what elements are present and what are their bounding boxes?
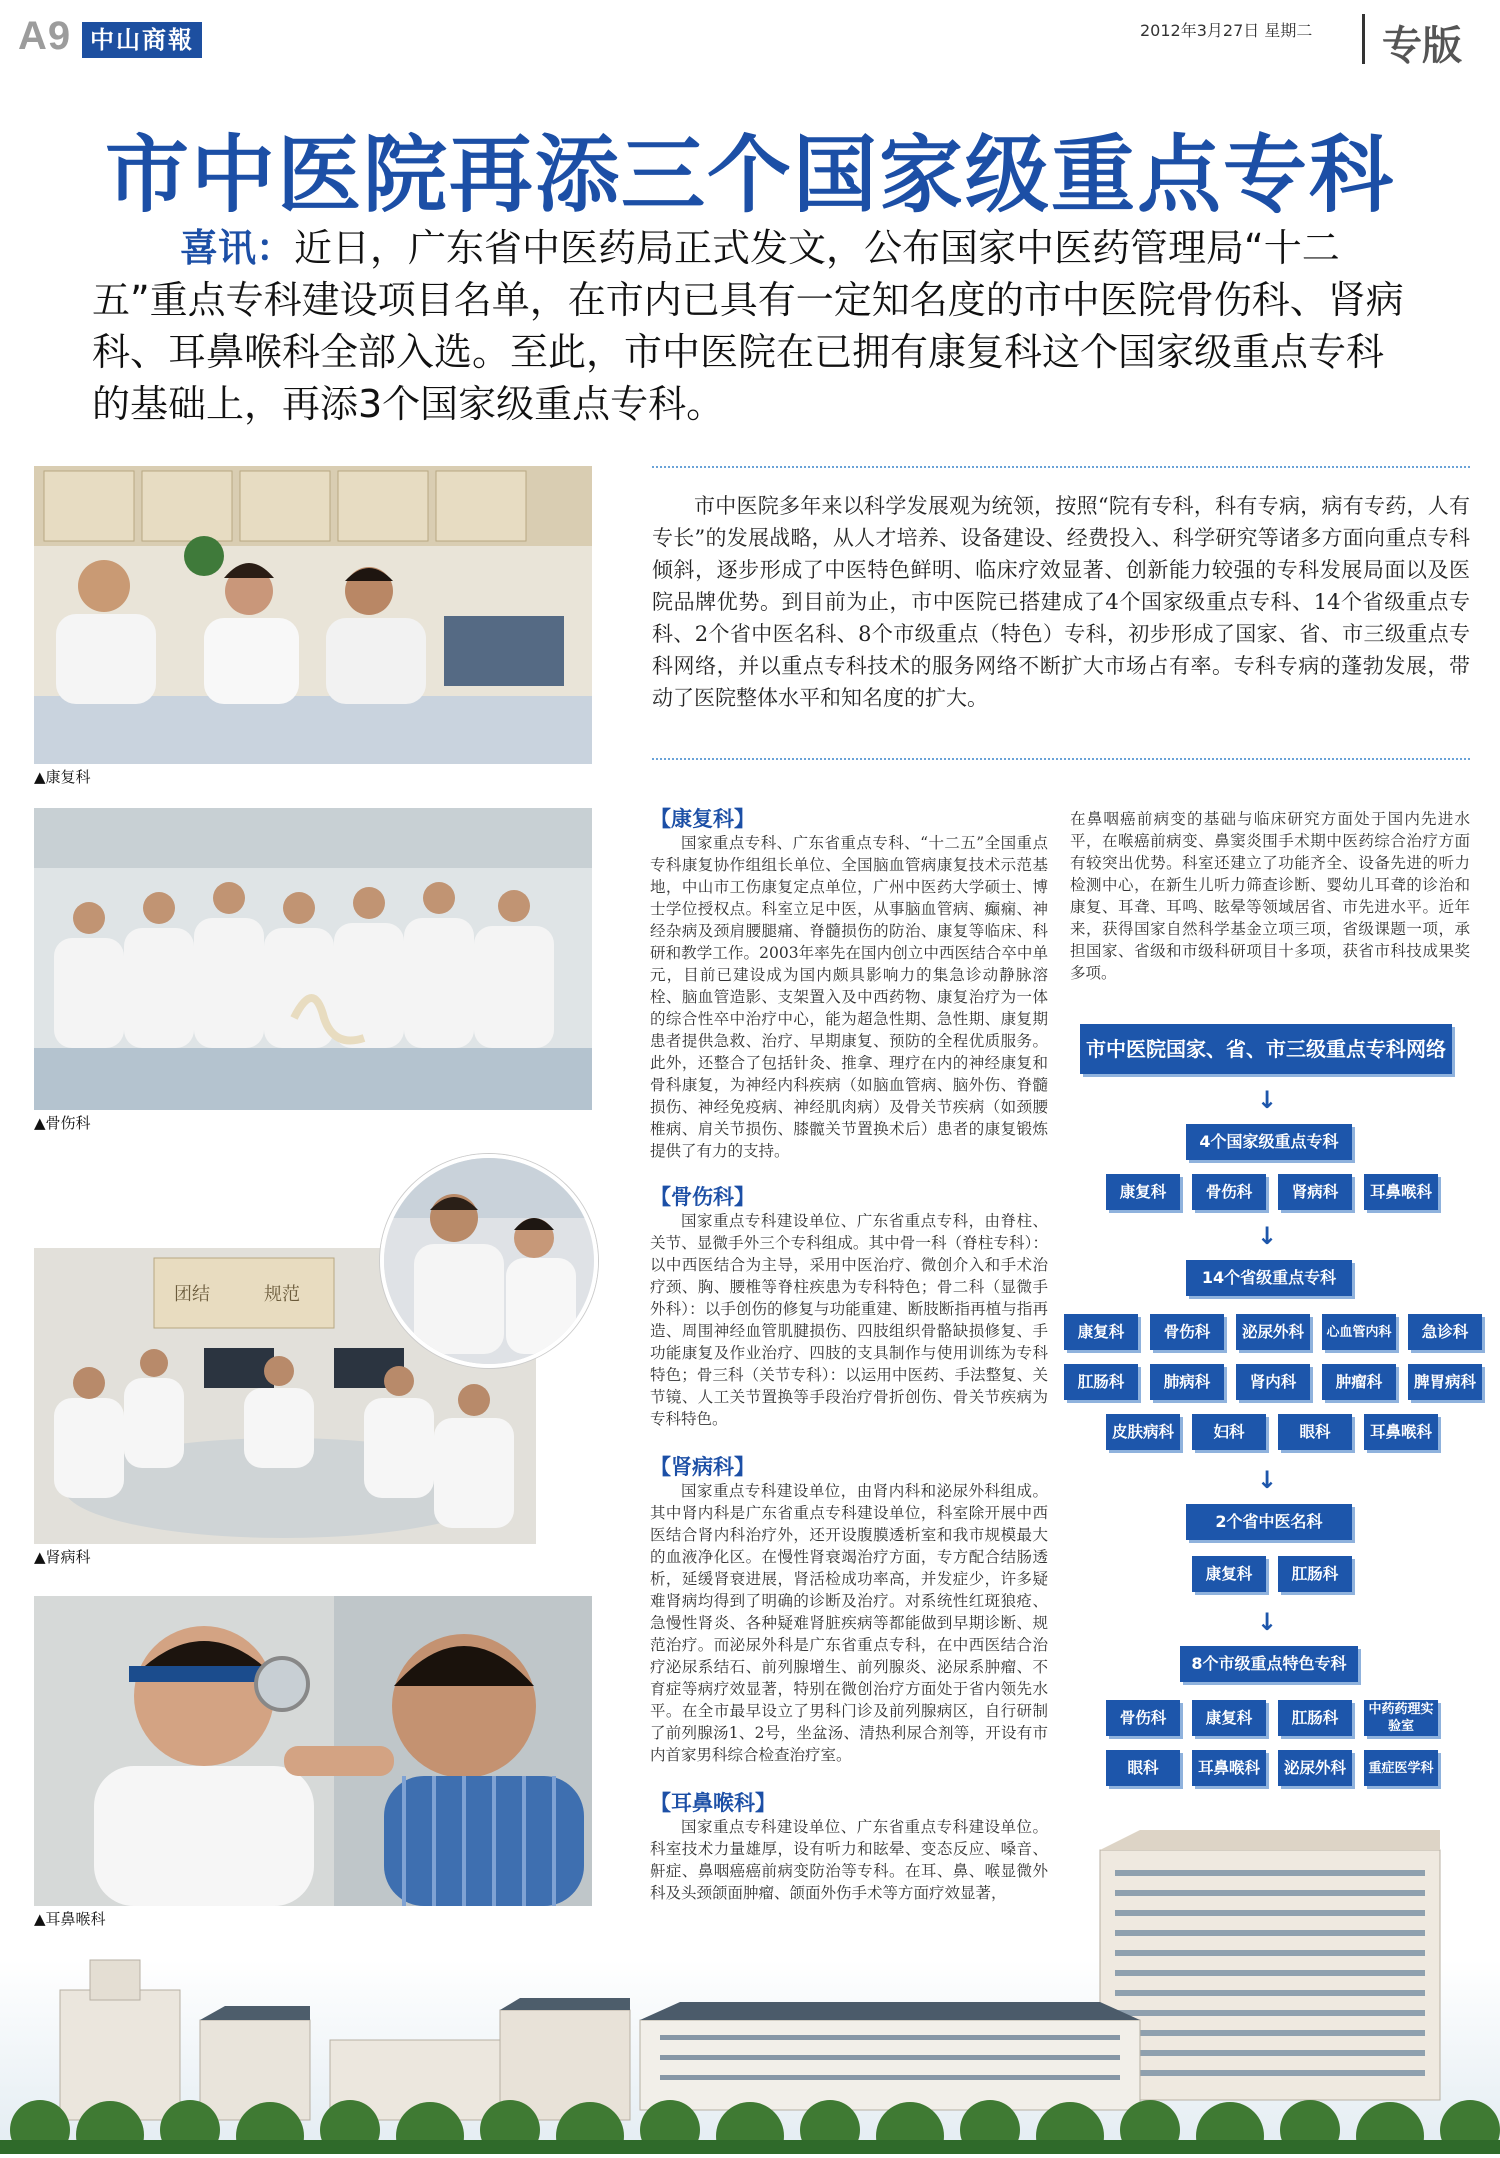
provincial-item-6: 肛肠科 [1064, 1364, 1138, 1400]
provincial-item-1: 康复科 [1064, 1314, 1138, 1350]
provincial-item-10: 脾胃病科 [1408, 1364, 1482, 1400]
provincial-item-8: 肾内科 [1236, 1364, 1310, 1400]
section-title-nephrology: 【肾病科】 [650, 1455, 755, 1479]
provincial-level-label: 14个省级重点专科 [1186, 1260, 1352, 1296]
caption-nephrology: ▲肾病科 [34, 1548, 91, 1566]
svg-text:规范: 规范 [264, 1284, 300, 1305]
svg-text:团结: 团结 [174, 1284, 210, 1305]
lead-text: 近日，广东省中医药局正式发文，公布国家中医药管理局“十二五”重点专科建设项目名单，在市内已具有一定知名度的市中医院骨伤科、肾病科、耳鼻喉科全部入选。至此，市中医院在已拥有康复科这个国家级重点专科的基础上，再添3个国家级重点专科。 [92, 226, 1404, 426]
photo-orthopedics-department [34, 808, 592, 1110]
city-item-3: 肛肠科 [1278, 1700, 1352, 1736]
provincial-item-5: 急诊科 [1408, 1314, 1482, 1350]
section-text-ent: 国家重点专科建设单位、广东省重点专科建设单位。科室技术力量雄厚，设有听力和眩晕、变态反应、嗓音、鼾症、鼻咽癌癌前病变防治等专科。在耳、鼻、喉显微外科及头颈颌面肿瘤、颌面外伤手术等方面疗效显著， [650, 1818, 1048, 1902]
national-item-nephro: 肾病科 [1278, 1174, 1352, 1210]
provincial-item-12: 妇科 [1192, 1414, 1266, 1450]
section-nephrology [650, 1456, 1048, 1766]
intro-rule-top [652, 466, 1470, 468]
section-text-rehab: 国家重点专科、广东省重点专科、“十二五”全国重点专科康复协作组组长单位、全国脑血管病康复技术示范基地，中山市工伤康复定点单位，广州中医药大学硕士、博士学位授权点。科室立足中医，从事脑血管病、癫痫、神经杂病及颈肩腰腿痛、脊髓损伤的防治、康复等临床、科研和教学工作。2003年率先在国内创立中西医结合卒中单元，目前已建设成为国内颇具影响力的集急诊动静脉溶栓、脑血管造影、支架置入及中西药物、康复治疗为一体的综合性卒中治疗中心，能为超急性期、急性期、康复期患者提供急救、治疗、早期康复、预防的全程优质服务。此外，还整合了包括针灸、推拿、理疗在内的神经康复和骨科康复，为神经内科疾病（如脑血管病、脑外伤、脊髓损伤、神经免疫病、神经肌肉病）及骨关节疾病（如颈腰椎病、肩关节损伤、膝髋关节置换术后）患者的康复锻炼提供了有力的支持。 [650, 834, 1048, 1160]
lead-keyword: 喜讯： [180, 226, 295, 270]
city-item-8: 重症医学科 [1364, 1750, 1438, 1786]
national-item-rehab: 康复科 [1106, 1174, 1180, 1210]
section-label: 专版 [1382, 23, 1462, 69]
famous-item-2: 肛肠科 [1278, 1556, 1352, 1592]
section-title-orthopedics: 【骨伤科】 [650, 1185, 755, 1209]
section-text-nephrology: 国家重点专科建设单位，由肾内科和泌尿外科组成。其中肾内科是广东省重点专科建设单位，科室除开展中西医结合肾内科治疗外，还开设腹膜透析室和我市规模最大的血液净化区。在慢性肾衰竭治疗方面，专方配合结肠透析，延缓肾衰进展，肾活检成功率高，并发症少，许多疑难肾病均得到了明确的诊断及治疗。对系统性红斑狼疮、急慢性肾炎、各种疑难肾脏疾病等都能做到早期诊断、规范治疗。而泌尿外科是广东省重点专科，在中西医结合治疗泌尿系结石、前列腺增生、前列腺炎、泌尿系肿瘤、不育症等病疗效显著，特别在微创治疗方面处于省内领先水平。在全市最早设立了男科门诊及前列腺病区，自行研制了前列腺汤1、2号，坐盆汤、清热利尿合剂等，开设有市内首家男科综合检查治疗室。 [650, 1482, 1048, 1764]
caption-ent: ▲耳鼻喉科 [34, 1910, 106, 1928]
caption-rehab: ▲康复科 [34, 768, 91, 786]
issue-date: 2012年3月27日 星期二 [1140, 21, 1313, 40]
network-arrow-2: ↓ [1256, 1222, 1278, 1250]
hospital-panorama-image [0, 1830, 1500, 2154]
provincial-item-13: 眼科 [1278, 1414, 1352, 1450]
network-arrow-3: ↓ [1256, 1466, 1278, 1494]
city-item-4: 中药药理实验室 [1364, 1700, 1438, 1736]
specialty-network-diagram [1040, 1016, 1490, 1816]
city-item-6: 耳鼻喉科 [1192, 1750, 1266, 1786]
section-ent-continued [1070, 808, 1470, 984]
newspaper-logo: 中山商報 [82, 22, 202, 58]
section-title-rehab: 【康复科】 [650, 807, 755, 831]
section-rehab [650, 808, 1048, 1162]
masthead-divider [1362, 14, 1365, 64]
city-item-5: 眼科 [1106, 1750, 1180, 1786]
lead-paragraph [92, 222, 1412, 430]
national-item-ent: 耳鼻喉科 [1364, 1174, 1438, 1210]
national-level-label: 4个国家级重点专科 [1186, 1124, 1352, 1160]
provincial-item-7: 肺病科 [1150, 1364, 1224, 1400]
city-item-2: 康复科 [1192, 1700, 1266, 1736]
intro-rule-bottom [652, 758, 1470, 760]
section-text-ent-continued: 在鼻咽癌前病变的基础与临床研究方面处于国内先进水平，在喉癌前病变、鼻窦炎围手术期中医药综合治疗方面有较突出优势。科室还建立了功能齐全、设备先进的听力检测中心，在新生儿听力筛查诊断、婴幼儿耳聋的诊治和康复、耳聋、耳鸣、眩晕等领域居省、市先进水平。近年来，获得国家自然科学基金立项三项，省级课题一项，承担国家、省级和市级科研项目十多项，获省市科技成果奖多项。 [1070, 810, 1470, 982]
intro-paragraph: 市中医院多年来以科学发展观为统领，按照“院有专科，科有专病，病有专药，人有专长”的发展战略，从人才培养、设备建设、经费投入、科学研究等诸多方面向重点专科倾斜，逐步形成了中医特色鲜明、临床疗效显著、创新能力较强的专科发展局面以及医院品牌优势。到目前为止，市中医院已搭建成了4个国家级重点专科、14个省级重点专科、2个省中医名科、8个市级重点（特色）专科，初步形成了国家、省、市三级重点专科网络，并以重点专科技术的服务网络不断扩大市场占有率。专科专病的蓬勃发展，带动了医院整体水平和知名度的扩大。 [652, 494, 1470, 710]
photo-nephrology-inset [380, 1154, 598, 1368]
section-text-orthopedics: 国家重点专科建设单位、广东省重点专科，由脊柱、关节、显微手外三个专科组成。其中骨一科（脊柱专科）：以中西医结合为主导，采用中医治疗、微创介入和手术治疗颈、胸、腰椎等脊柱疾患为专科特色；骨二科（显微手外科）：以手创伤的修复与功能重建、断肢断指再植与指再造、周围神经血管肌腱损伤、四肢组织骨骼缺损修复、手功能康复及作业治疗、四肢的支具制作与使用训练为专科特色；骨三科（关节专科）：以运用中医药、手法整复、关节镜、人工关节置换等手段治疗骨折创伤、骨关节疾病为专科特色。 [650, 1212, 1048, 1428]
provincial-item-2: 骨伤科 [1150, 1314, 1224, 1350]
city-level-label: 8个市级重点特色专科 [1180, 1646, 1358, 1682]
headline: 市中医院再添三个国家级重点专科 [104, 126, 1395, 224]
provincial-item-3: 泌尿外科 [1236, 1314, 1310, 1350]
city-item-7: 泌尿外科 [1278, 1750, 1352, 1786]
network-arrow-4: ↓ [1256, 1608, 1278, 1636]
section-orthopedics [650, 1186, 1048, 1430]
provincial-item-4: 心血管内科 [1322, 1314, 1396, 1350]
photo-rehab-department [34, 466, 592, 764]
national-item-ortho: 骨伤科 [1192, 1174, 1266, 1210]
provincial-item-11: 皮肤病科 [1106, 1414, 1180, 1450]
network-arrow-1: ↓ [1256, 1086, 1278, 1114]
famous-level-label: 2个省中医名科 [1186, 1504, 1352, 1540]
section-title-ent: 【耳鼻喉科】 [650, 1791, 776, 1815]
provincial-item-14: 耳鼻喉科 [1364, 1414, 1438, 1450]
network-title: 市中医院国家、省、市三级重点专科网络 [1080, 1024, 1452, 1074]
page-number: A9 [18, 14, 72, 58]
city-item-1: 骨伤科 [1106, 1700, 1180, 1736]
provincial-item-9: 肿瘤科 [1322, 1364, 1396, 1400]
famous-item-1: 康复科 [1192, 1556, 1266, 1592]
caption-orthopedics: ▲骨伤科 [34, 1114, 91, 1132]
